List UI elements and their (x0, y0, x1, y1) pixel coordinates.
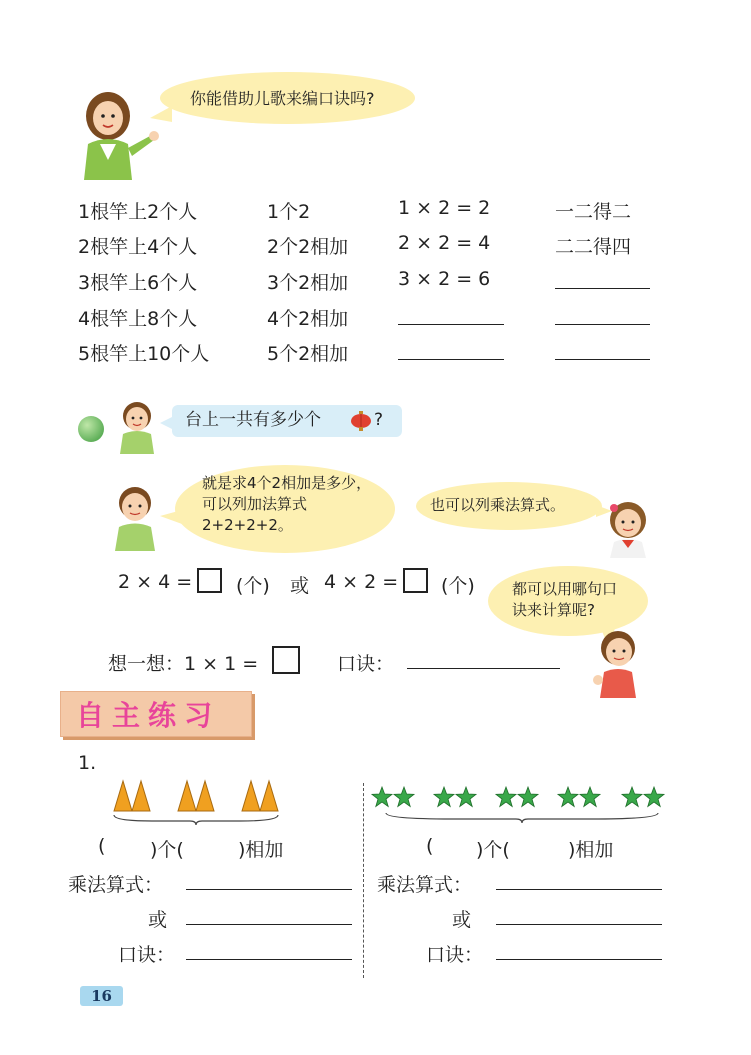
row1-poles: 1根竿上2个人 (78, 201, 198, 223)
unit-2: (个) (441, 575, 475, 597)
row1-rhyme: 一二得二 (555, 201, 632, 223)
triangle-group (112, 777, 284, 827)
row3-equation: 3 × 2 = 6 (398, 268, 491, 290)
right-rhyme-label: 口诀： (426, 944, 484, 966)
equation-right: 4 × 2 = (324, 571, 399, 593)
think-rhyme-label: 口诀： (337, 653, 395, 675)
row2-count: 2个2相加 (267, 236, 349, 258)
section-title: 自主练习 (76, 699, 221, 732)
left-or-label: 或 (148, 909, 168, 931)
kid-speech-text: 都可以用哪句口诀来计算呢? (512, 580, 618, 619)
left-rhyme-blank[interactable] (186, 959, 352, 960)
think-answer-box[interactable] (272, 646, 300, 674)
page-number: 16 (91, 987, 112, 1005)
boy-illustration (110, 485, 160, 551)
left-mult-blank[interactable] (186, 889, 352, 890)
teacher-question: 你能借助儿歌来编口诀吗? (190, 89, 375, 108)
left-or-blank[interactable] (186, 924, 352, 925)
exercise-number: 1. (78, 752, 97, 774)
right-paren-open: ( (426, 835, 434, 857)
row5-equation-blank[interactable] (398, 359, 504, 360)
question2-text: 台上一共有多少个 (185, 410, 321, 430)
left-phrase-mid: )个( (150, 839, 184, 861)
row2-equation: 2 × 2 = 4 (398, 232, 491, 254)
think-rhyme-blank[interactable] (407, 668, 560, 669)
row4-rhyme-blank[interactable] (555, 324, 650, 325)
left-paren-open: ( (98, 835, 106, 857)
row4-poles: 4根竿上8个人 (78, 308, 198, 330)
right-phrase-end: )相加 (568, 839, 614, 861)
row3-count: 3个2相加 (267, 272, 349, 294)
answer-box-2[interactable] (403, 568, 428, 593)
boy-illustration-small (114, 400, 160, 454)
row1-equation: 1 × 2 = 2 (398, 197, 491, 219)
lantern-icon (350, 410, 372, 432)
right-rhyme-blank[interactable] (496, 959, 662, 960)
equation-left: 2 × 4 = (118, 571, 193, 593)
girl-speech-text: 也可以列乘法算式。 (430, 496, 566, 514)
row5-rhyme-blank[interactable] (555, 359, 650, 360)
boy-speech-text: 就是求4个2相加是多少，可以列加法算式2+2+2+2。 (202, 474, 372, 534)
dashed-divider (363, 783, 364, 978)
globe-icon (78, 416, 104, 442)
row5-poles: 5根竿上10个人 (78, 343, 210, 365)
row2-poles: 2根竿上4个人 (78, 236, 198, 258)
answer-box-1[interactable] (197, 568, 222, 593)
right-mult-blank[interactable] (496, 889, 662, 890)
star-group (372, 785, 672, 827)
row3-rhyme-blank[interactable] (555, 288, 650, 289)
left-phrase-end: )相加 (238, 839, 284, 861)
girl-illustration (598, 498, 658, 558)
right-or-blank[interactable] (496, 924, 662, 925)
row5-count: 5个2相加 (267, 343, 349, 365)
unit-1: (个) (236, 575, 270, 597)
question2-suffix: ? (374, 410, 384, 430)
teacher-illustration (70, 88, 170, 180)
or-label: 或 (290, 575, 310, 597)
row3-poles: 3根竿上6个人 (78, 272, 198, 294)
row2-rhyme: 二二得四 (555, 236, 632, 258)
left-mult-label: 乘法算式： (68, 874, 164, 896)
left-rhyme-label: 口诀： (118, 944, 176, 966)
right-mult-label: 乘法算式： (377, 874, 473, 896)
think-label: 想一想：1 × 1 = (108, 653, 259, 675)
row1-count: 1个2 (267, 201, 311, 223)
kid-illustration (590, 628, 646, 698)
row4-count: 4个2相加 (267, 308, 349, 330)
right-or-label: 或 (452, 909, 472, 931)
row4-equation-blank[interactable] (398, 324, 504, 325)
right-phrase-mid: )个( (476, 839, 510, 861)
